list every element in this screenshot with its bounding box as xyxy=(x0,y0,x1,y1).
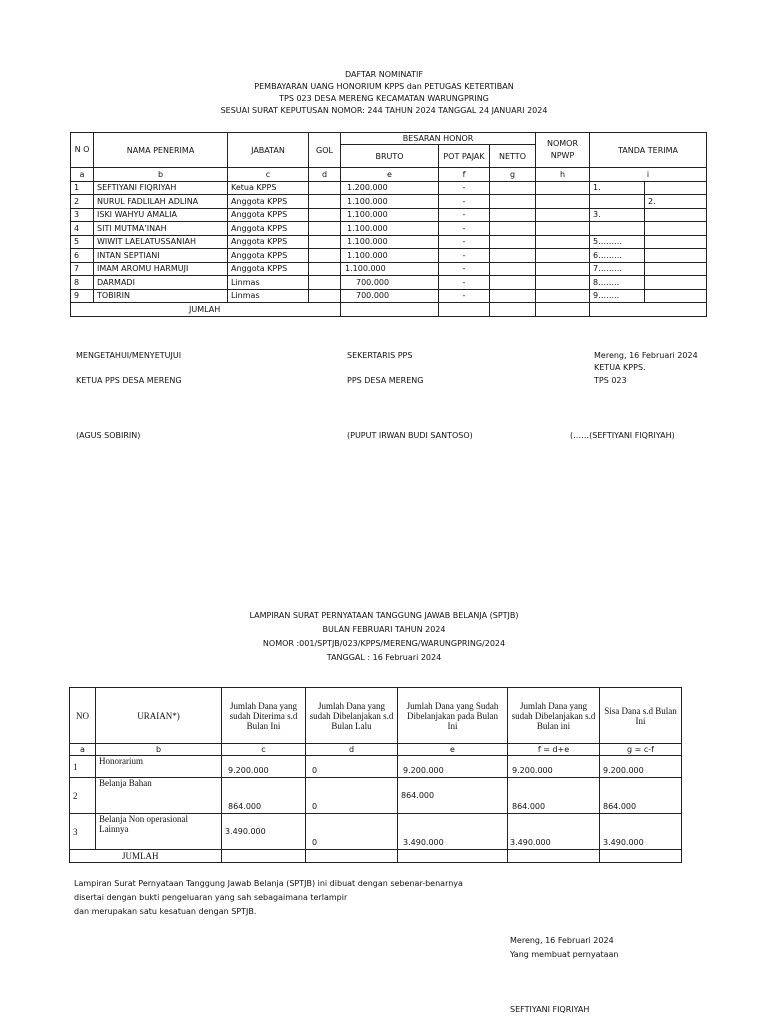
doc1-title-line: DAFTAR NOMINATIF xyxy=(344,70,424,79)
row-jabatan: Anggota KPPS xyxy=(228,249,309,263)
table-row xyxy=(71,262,707,276)
row-tanda-left: 8…….. xyxy=(590,276,645,290)
row-sd-ini: 864.000 xyxy=(508,778,600,814)
row-lalu: 0 xyxy=(306,778,398,814)
col-sd-ini-header: Jumlah Dana yang sudah Dibelanjakan s.d Bulan ini xyxy=(508,688,600,744)
row-jabatan: Linmas xyxy=(228,276,309,290)
doc1-title-line: PEMBAYARAN UANG HONORIUM KPPS dan PETUGAS KETERTIBAN xyxy=(254,82,514,91)
row-no: 1 xyxy=(70,756,96,778)
row-netto xyxy=(490,195,536,209)
row-npwp xyxy=(536,249,590,263)
row-gol xyxy=(309,276,341,290)
row-npwp xyxy=(536,181,590,195)
row-jabatan: Linmas xyxy=(228,289,309,303)
row-netto xyxy=(490,249,536,263)
doc2-title-line: TANGGAL : 16 Februari 2024 xyxy=(326,653,442,662)
total-ini xyxy=(398,850,508,863)
table-header-row xyxy=(70,688,682,744)
col-besaran-header: BESARAN HONOR xyxy=(341,133,536,145)
letter-cell: f = d+e xyxy=(508,744,600,756)
table-row xyxy=(71,208,707,222)
row-sisa: 9.200.000 xyxy=(600,756,682,778)
row-bruto: 1.100.000 xyxy=(341,235,439,249)
row-bruto: 1.100.000 xyxy=(341,262,439,276)
row-uraian: Honorarium xyxy=(96,756,222,778)
sptjb-table xyxy=(69,687,682,863)
table-row xyxy=(71,235,707,249)
place-date: Mereng, 16 Februari 2024 xyxy=(510,936,614,945)
row-netto xyxy=(490,181,536,195)
row-bruto: 1.100.000 xyxy=(341,249,439,263)
row-pot: - xyxy=(439,276,490,290)
row-pot: - xyxy=(439,195,490,209)
row-jabatan: Anggota KPPS xyxy=(228,262,309,276)
table-total-row xyxy=(71,303,707,317)
letter-cell: b xyxy=(94,168,228,182)
letter-cell: e xyxy=(341,168,439,182)
approval-label: MENGETAHUI/MENYETUJUI xyxy=(76,351,182,360)
row-gol xyxy=(309,181,341,195)
row-npwp xyxy=(536,208,590,222)
letter-cell: c xyxy=(228,168,309,182)
row-uraian: Belanja Non operasional Lainnya xyxy=(96,814,222,850)
row-tanda-right xyxy=(645,276,707,290)
row-pot: - xyxy=(439,289,490,303)
row-no: 3 xyxy=(70,814,96,850)
table-row xyxy=(70,778,682,814)
letter-cell: b xyxy=(96,744,222,756)
row-npwp xyxy=(536,276,590,290)
ketua-pps-label: KETUA PPS DESA MERENG xyxy=(76,376,182,385)
row-pot: - xyxy=(439,262,490,276)
letter-cell: a xyxy=(71,168,94,182)
row-pot: - xyxy=(439,222,490,236)
row-netto xyxy=(490,222,536,236)
row-bruto: 700.000 xyxy=(341,289,439,303)
row-tanda-right xyxy=(645,222,707,236)
nominative-table xyxy=(70,132,707,317)
tps-label: TPS 023 xyxy=(594,376,627,385)
row-no: 2 xyxy=(70,778,96,814)
total-netto xyxy=(490,303,536,317)
row-no: 2 xyxy=(71,195,94,209)
maker-label: Yang membuat pernyataan xyxy=(510,950,619,959)
col-jabatan-header: JABATAN xyxy=(228,133,309,168)
table-letter-row xyxy=(71,168,707,182)
row-pot: - xyxy=(439,249,490,263)
row-diterima: 864.000 xyxy=(222,778,306,814)
doc2-title-line: BULAN FEBRUARI TAHUN 2024 xyxy=(322,625,446,634)
row-gol xyxy=(309,235,341,249)
row-tanda-left: 3. xyxy=(590,208,645,222)
table-row xyxy=(71,289,707,303)
row-netto xyxy=(490,262,536,276)
total-lalu xyxy=(306,850,398,863)
table-row xyxy=(71,249,707,263)
row-sisa: 3.490.000 xyxy=(600,814,682,850)
row-no: 1 xyxy=(71,181,94,195)
sekretaris-name: (PUPUT IRWAN BUDI SANTOSO) xyxy=(347,431,473,440)
row-diterima: 9.200.000 xyxy=(222,756,306,778)
letter-cell: d xyxy=(306,744,398,756)
table-row xyxy=(70,756,682,778)
col-sisa-header: Sisa Dana s.d Bulan Ini xyxy=(600,688,682,744)
ketua-kpps-label: KETUA KPPS. xyxy=(594,363,646,372)
row-no: 6 xyxy=(71,249,94,263)
row-diterima: 3.490.000 xyxy=(222,814,306,850)
row-tanda-left: 1. xyxy=(590,181,645,195)
row-tanda-left xyxy=(590,222,645,236)
total-label: JUMLAH xyxy=(70,850,222,863)
row-nama: WIWIT LAELATUSSANIAH xyxy=(94,235,228,249)
row-nama: ISKI WAHYU AMALIA xyxy=(94,208,228,222)
row-nama: TOBIRIN xyxy=(94,289,228,303)
row-sd-ini: 3.490.000 xyxy=(508,814,600,850)
table-row xyxy=(70,814,682,850)
row-nama: IMAM AROMU HARMUJI xyxy=(94,262,228,276)
row-nama: NURUL FADLILAH ADLINA xyxy=(94,195,228,209)
row-lalu: 0 xyxy=(306,814,398,850)
row-jabatan: Anggota KPPS xyxy=(228,222,309,236)
table-row xyxy=(71,181,707,195)
letter-cell: g = c-f xyxy=(600,744,682,756)
row-bruto: 1.100.000 xyxy=(341,222,439,236)
col-npwp-header: NOMOR NPWP xyxy=(536,133,590,168)
row-netto xyxy=(490,208,536,222)
row-gol xyxy=(309,262,341,276)
letter-cell: c xyxy=(222,744,306,756)
row-sd-ini: 9.200.000 xyxy=(508,756,600,778)
row-bruto: 1.100.000 xyxy=(341,195,439,209)
row-tanda-right xyxy=(645,262,707,276)
doc2-title-line: NOMOR :001/SPTJB/023/KPPS/MERENG/WARUNGPRING/2024 xyxy=(262,639,506,648)
row-pot: - xyxy=(439,235,490,249)
table-letter-row xyxy=(70,744,682,756)
row-pot: - xyxy=(439,208,490,222)
row-tanda-right xyxy=(645,249,707,263)
row-tanda-left: 7……… xyxy=(590,262,645,276)
row-lalu: 0 xyxy=(306,756,398,778)
row-sisa: 864.000 xyxy=(600,778,682,814)
table-row xyxy=(71,276,707,290)
row-nama: INTAN SEPTIANI xyxy=(94,249,228,263)
row-ini: 864.000 xyxy=(398,778,508,814)
table-row xyxy=(71,222,707,236)
row-netto xyxy=(490,235,536,249)
maker-name: SEFTIYANI FIQRIYAH xyxy=(510,1005,590,1014)
col-ini-header: Jumlah Dana yang Sudah Dibelanjakan pada Bulan Ini xyxy=(398,688,508,744)
sekretaris-label: SEKERTARIS PPS xyxy=(347,351,413,360)
row-gol xyxy=(309,195,341,209)
note-line: Lampiran Surat Pernyataan Tanggung Jawab Belanja (SPTJB) ini dibuat dengan sebenar-benarnya xyxy=(74,879,463,888)
row-bruto: 1.200.000 xyxy=(341,181,439,195)
row-netto xyxy=(490,289,536,303)
total-label: JUMLAH xyxy=(71,303,341,317)
row-npwp xyxy=(536,262,590,276)
total-bruto xyxy=(341,303,439,317)
note-line: dan merupakan satu kesatuan dengan SPTJB. xyxy=(74,907,257,916)
col-lalu-header: Jumlah Dana yang sudah Dibelanjakan s.d Bulan Lalu xyxy=(306,688,398,744)
letter-cell: e xyxy=(398,744,508,756)
pps-label: PPS DESA MERENG xyxy=(347,376,424,385)
total-sd-ini xyxy=(508,850,600,863)
row-no: 7 xyxy=(71,262,94,276)
ketua-pps-name: (AGUS SOBIRIN) xyxy=(76,431,141,440)
row-tanda-left: 9…….. xyxy=(590,289,645,303)
row-bruto: 700.000 xyxy=(341,276,439,290)
row-tanda-left: 5……… xyxy=(590,235,645,249)
row-nama: SEFTIYANI FIQRIYAH xyxy=(94,181,228,195)
col-diterima-header: Jumlah Dana yang sudah Diterima s.d Bulan Ini xyxy=(222,688,306,744)
row-netto xyxy=(490,276,536,290)
row-jabatan: Anggota KPPS xyxy=(228,235,309,249)
row-gol xyxy=(309,222,341,236)
row-jabatan: Ketua KPPS xyxy=(228,181,309,195)
ketua-kpps-name: (……(SEFTIYANI FIQRIYAH) xyxy=(570,431,675,440)
row-jabatan: Anggota KPPS xyxy=(228,195,309,209)
row-no: 4 xyxy=(71,222,94,236)
row-no: 3 xyxy=(71,208,94,222)
row-gol xyxy=(309,289,341,303)
row-tanda-right xyxy=(645,289,707,303)
row-no: 8 xyxy=(71,276,94,290)
row-tanda-left: 6……… xyxy=(590,249,645,263)
letter-cell: f xyxy=(439,168,490,182)
row-bruto: 1.100.000 xyxy=(341,208,439,222)
note-line: disertai dengan bukti pengeluaran yang sah sebagaimana terlampir xyxy=(74,893,348,902)
letter-cell: h xyxy=(536,168,590,182)
row-nama: DARMADI xyxy=(94,276,228,290)
doc2-title-line: LAMPIRAN SURAT PERNYATAAN TANGGUNG JAWAB BELANJA (SPTJB) xyxy=(249,611,519,620)
row-nama: SITI MUTMA’INAH xyxy=(94,222,228,236)
letter-cell: g xyxy=(490,168,536,182)
letter-cell: i xyxy=(590,168,707,182)
row-npwp xyxy=(536,222,590,236)
table-total-row xyxy=(70,850,682,863)
total-tanda xyxy=(590,303,707,317)
col-uraian-header: URAIAN*) xyxy=(96,688,222,744)
total-npwp xyxy=(536,303,590,317)
total-pot xyxy=(439,303,490,317)
letter-cell: d xyxy=(309,168,341,182)
place-date: Mereng, 16 Februari 2024 xyxy=(594,351,698,360)
row-ini: 9.200.000 xyxy=(398,756,508,778)
col-netto-header: NETTO xyxy=(490,145,536,168)
row-npwp xyxy=(536,235,590,249)
row-uraian: Belanja Bahan xyxy=(96,778,222,814)
col-gol-header: GOL xyxy=(309,133,341,168)
col-no-header: N O xyxy=(71,133,94,168)
col-tanda-header: TANDA TERIMA xyxy=(590,133,707,168)
row-no: 9 xyxy=(71,289,94,303)
row-npwp xyxy=(536,195,590,209)
row-gol xyxy=(309,208,341,222)
letter-cell: a xyxy=(70,744,96,756)
row-tanda-right xyxy=(645,235,707,249)
table-header-row xyxy=(71,133,707,145)
row-npwp xyxy=(536,289,590,303)
col-nama-header: NAMA PENERIMA xyxy=(94,133,228,168)
row-gol xyxy=(309,249,341,263)
row-tanda-left xyxy=(590,195,645,209)
row-tanda-right xyxy=(645,181,707,195)
row-jabatan: Anggota KPPS xyxy=(228,208,309,222)
row-tanda-right xyxy=(645,208,707,222)
doc1-title-line: SESUAI SURAT KEPUTUSAN NOMOR: 244 TAHUN 2024 TANGGAL 24 JANUARI 2024 xyxy=(220,106,548,115)
col-bruto-header: BRUTO xyxy=(341,145,439,168)
row-ini: 3.490.000 xyxy=(398,814,508,850)
total-sisa xyxy=(600,850,682,863)
total-diterima xyxy=(222,850,306,863)
col-pot-header: POT PAJAK xyxy=(439,145,490,168)
row-pot: - xyxy=(439,181,490,195)
table-row xyxy=(71,195,707,209)
doc1-title-line: TPS 023 DESA MERENG KECAMATAN WARUNGPRING xyxy=(279,94,489,103)
col-no-header: NO xyxy=(70,688,96,744)
row-no: 5 xyxy=(71,235,94,249)
row-tanda-right: 2. xyxy=(645,195,707,209)
